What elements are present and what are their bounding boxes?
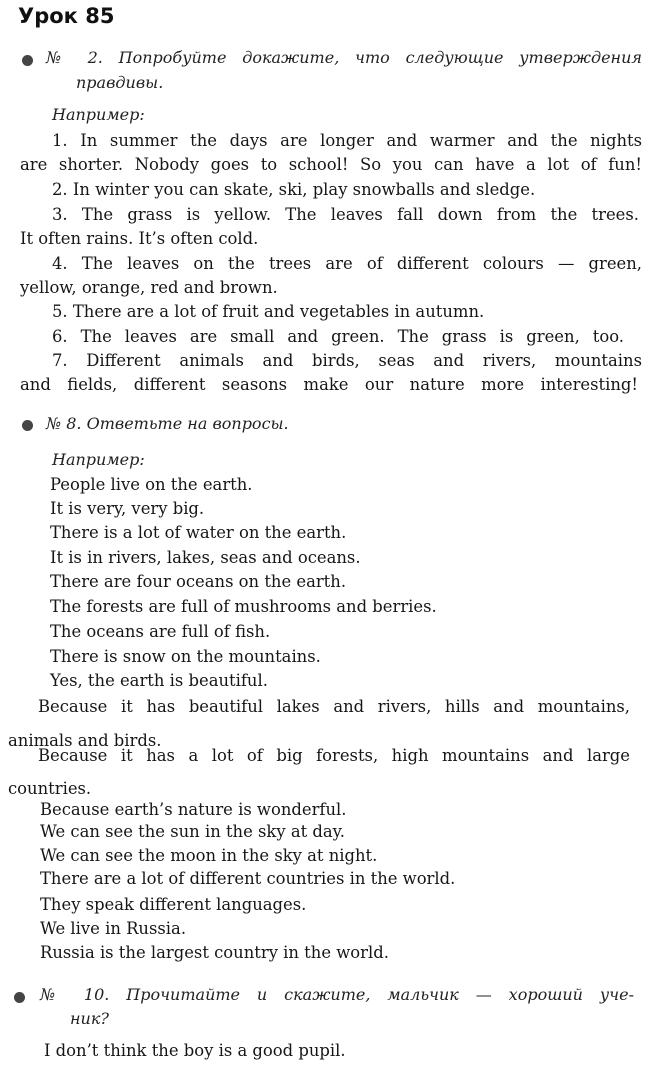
task-2-line: yellow, orange, red and brown. [20,278,278,297]
task-8-instruction [46,413,289,435]
task-8-extra-line: Because it has beautiful lakes and rivers, hills and mountains, [38,697,630,716]
task-8-answer: It is very, very big. [50,499,205,518]
task-8-extra-line: We live in Russia. [40,919,187,938]
task-8-answer: There is a lot of water on the earth. [50,523,347,542]
task-2-line: 6. The leaves are small and green. The grass is green, too. [52,327,624,346]
task-10-instruction-line2: ник? [70,1009,109,1028]
task-2-line: 1. In summer the days are longer and warmer and the nights [52,131,642,150]
task-8-bullet-icon [22,420,33,431]
task-8-answer: Yes, the earth is beautiful. [50,671,268,690]
task-8-extra-line: Russia is the largest country in the world. [40,943,389,962]
task-8-answer: It is in rivers, lakes, seas and oceans. [50,548,361,567]
task-2-line: 3. The grass is yellow. The leaves fall down from the trees. [52,205,639,224]
task-8-extra-line: Because it has a lot of big forests, high mountains and large [38,746,630,765]
task-2-example-label: Например: [52,105,145,124]
task-8-extra-line: We can see the sun in the sky at day. [40,822,345,841]
task-8-instruction-text: Ответьте на вопросы. [86,414,289,433]
task-10-number: № 10. [40,985,110,1004]
task-2-line: 4. The leaves on the trees are of different colours — green, [52,254,642,273]
task-2-line: 7. Different animals and birds, seas and rivers, mountains [52,351,642,370]
task-10-instruction-line1: Прочитайте и скажите, мальчик — хороший уче- [126,985,635,1004]
task-2-instruction [46,47,642,69]
task-8-number: № 8. [46,414,82,433]
task-2-line: are shorter. Nobody goes to school! So you can have a lot of fun! [20,155,642,174]
task-8-extra-line: countries. [8,779,92,798]
task-10-bullet-icon [14,992,25,1003]
task-8-extra-line: animals and birds. [8,731,162,750]
task-2-line: 2. In winter you can skate, ski, play snowballs and sledge. [52,180,536,199]
task-8-answer: There is snow on the mountains. [50,647,321,666]
task-8-answer: The forests are full of mushrooms and berries. [50,597,437,616]
page-title: Урок 85 [18,4,115,28]
task-10-instruction [40,984,634,1006]
task-8-answer: There are four oceans on the earth. [50,572,347,591]
task-8-extra-line: They speak different languages. [40,895,307,914]
task-2-instruction-line2: правдивы. [76,73,164,92]
task-10-answer: I don’t think the boy is a good pupil. [44,1041,346,1060]
task-8-extra-line: Because earth’s nature is wonderful. [40,800,347,819]
task-8-extra-line: We can see the moon in the sky at night. [40,846,378,865]
task-2-instruction-line1: Попробуйте докажите, что следующие утверждения [118,48,642,67]
task-2-line: 5. There are a lot of fruit and vegetables in autumn. [52,302,485,321]
task-2-line: It often rains. It’s often cold. [20,229,259,248]
task-2-number: № 2. [46,48,103,67]
task-2-bullet-icon [22,55,33,66]
task-8-example-label: Например: [52,450,145,469]
task-8-answer: People live on the earth. [50,475,253,494]
task-2-line: and fields, different seasons make our nature more interesting! [20,375,638,394]
task-8-extra-line: There are a lot of different countries in the world. [40,869,456,888]
task-8-answer: The oceans are full of fish. [50,622,271,641]
